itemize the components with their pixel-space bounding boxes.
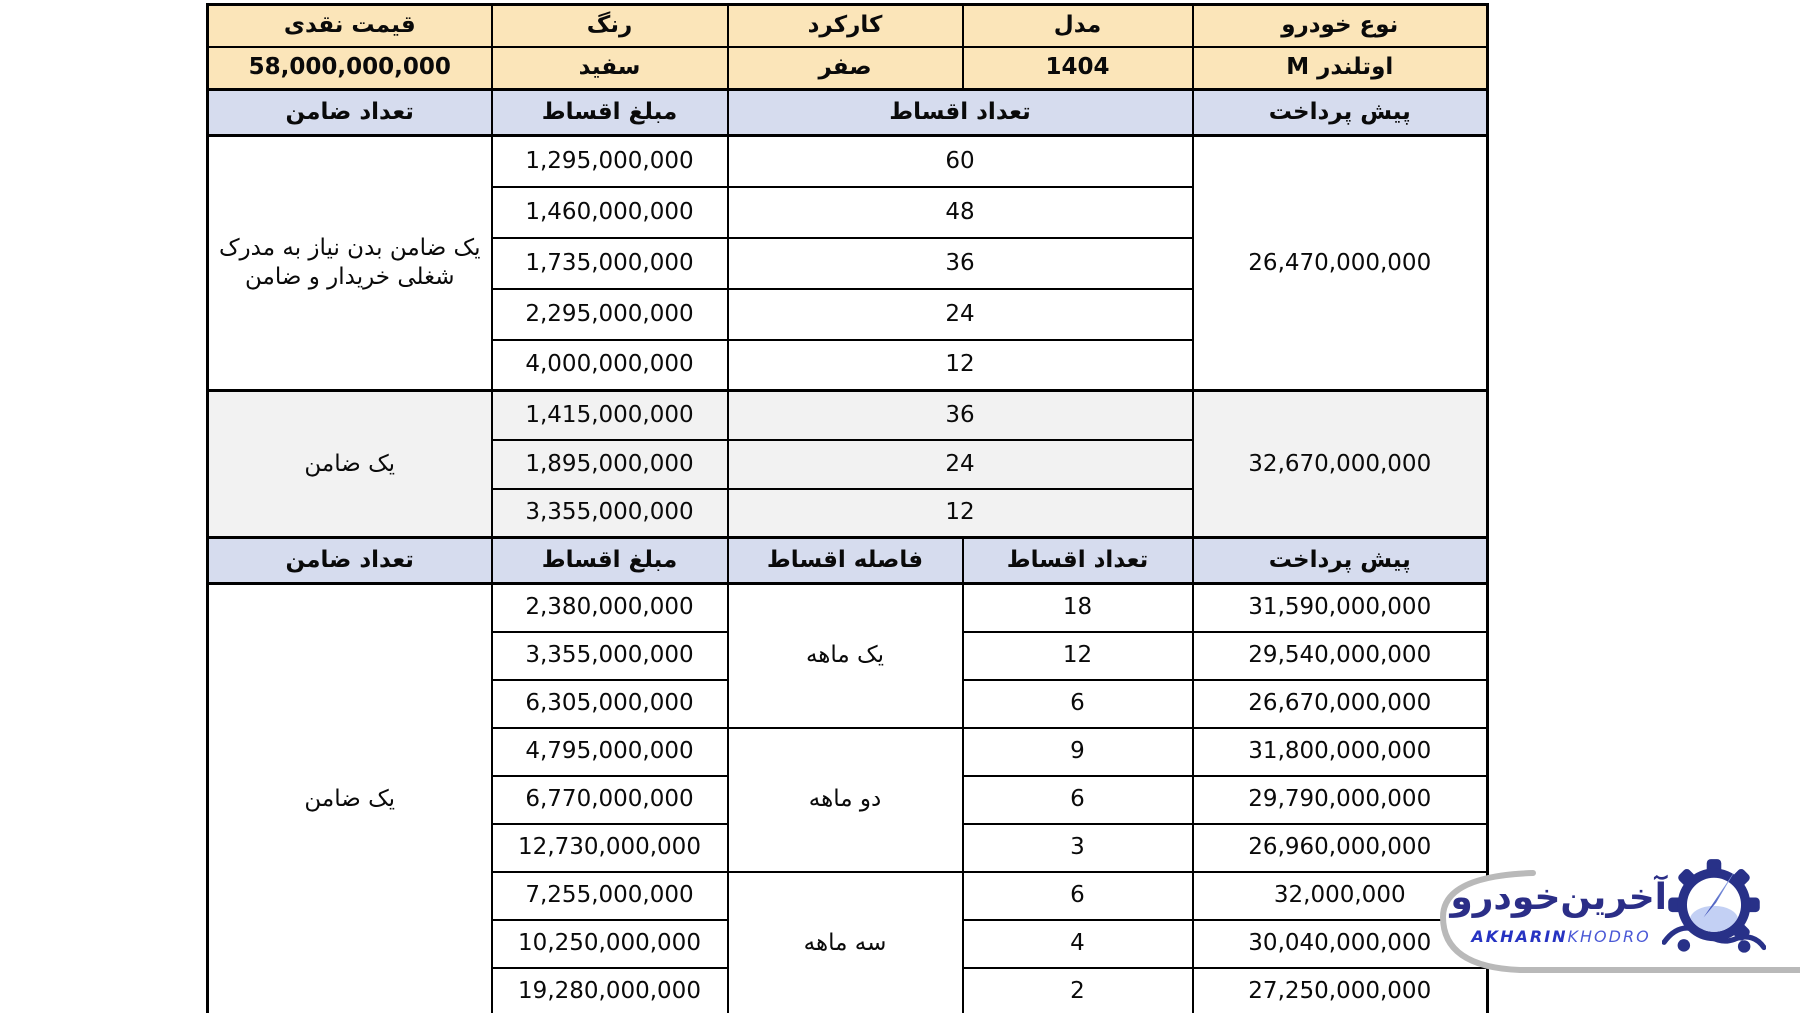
cell-amount: 4,795,000,000 [492, 728, 728, 776]
logo-latin-wordmark [1455, 927, 1667, 946]
cell-count: 3 [963, 824, 1193, 872]
cell-amount: 3,355,000,000 [492, 489, 728, 538]
cell-count: 6 [963, 680, 1193, 728]
header-model-year: مدل [963, 5, 1193, 47]
header-installment-count: تعداد اقساط [963, 538, 1193, 584]
cell-down-payment: 29,540,000,000 [1193, 632, 1488, 680]
header-vehicle-type: نوع خودرو [1193, 5, 1488, 47]
cell-down-payment: 26,670,000,000 [1193, 680, 1488, 728]
cell-count: 12 [728, 489, 1193, 538]
cell-guarantor: یک ضامن [208, 391, 492, 538]
cell-down-payment: 31,590,000,000 [1193, 584, 1488, 632]
cell-amount: 1,295,000,000 [492, 136, 728, 187]
logo-persian-wordmark: آخرین‌خودرو [1450, 877, 1667, 918]
table-row [208, 136, 1488, 187]
cell-guarantor: یک ضامن بدن نیاز به مدرک شغلی خریدار و ضامن [208, 136, 492, 391]
cell-amount: 1,735,000,000 [492, 238, 728, 289]
logo-latin-bold: AKHARIN [1471, 927, 1568, 946]
header-installment-amount: مبلغ اقساط [492, 538, 728, 584]
cell-amount: 6,770,000,000 [492, 776, 728, 824]
header-color: رنگ [492, 5, 728, 47]
cell-count: 4 [963, 920, 1193, 968]
value-vehicle-type: اوتلندر M [1193, 47, 1488, 90]
cell-count: 6 [963, 776, 1193, 824]
cell-down-payment: 32,670,000,000 [1193, 391, 1488, 538]
cell-interval: یک ماهه [728, 584, 963, 728]
installment-pricing-table [206, 3, 1489, 1013]
header-installment-amount: مبلغ اقساط [492, 90, 728, 136]
cell-amount: 1,895,000,000 [492, 440, 728, 489]
cell-amount: 1,415,000,000 [492, 391, 728, 440]
gear-speedometer-icon [1662, 857, 1766, 961]
header-installment-gap: فاصله اقساط [728, 538, 963, 584]
cell-amount: 1,460,000,000 [492, 187, 728, 238]
cell-count: 36 [728, 391, 1193, 440]
info-header-row [208, 5, 1488, 47]
cell-count: 24 [728, 440, 1193, 489]
cell-guarantor: یک ضامن [208, 584, 492, 1013]
cell-down-payment: 26,960,000,000 [1193, 824, 1488, 872]
cell-count: 12 [963, 632, 1193, 680]
header-down-payment: پیش پرداخت [1193, 90, 1488, 136]
cell-amount: 19,280,000,000 [492, 968, 728, 1013]
cell-count: 36 [728, 238, 1193, 289]
cell-down-payment: 30,040,000,000 [1193, 920, 1488, 968]
value-cash-price: 58,000,000,000 [208, 47, 492, 90]
logo-latin-light: KHODRO [1567, 927, 1651, 946]
value-mileage: صفر [728, 47, 963, 90]
table-row [208, 584, 1488, 632]
header-installment-count: تعداد اقساط [728, 90, 1193, 136]
cell-down-payment: 32,000,000 [1193, 872, 1488, 920]
header-guarantor-count: تعداد ضامن [208, 90, 492, 136]
cell-amount: 12,730,000,000 [492, 824, 728, 872]
cell-amount: 2,380,000,000 [492, 584, 728, 632]
cell-count: 6 [963, 872, 1193, 920]
cell-count: 2 [963, 968, 1193, 1013]
cell-down-payment: 31,800,000,000 [1193, 728, 1488, 776]
cell-amount: 6,305,000,000 [492, 680, 728, 728]
cell-down-payment: 27,250,000,000 [1193, 968, 1488, 1013]
info-value-row [208, 47, 1488, 90]
cell-count: 18 [963, 584, 1193, 632]
cell-down-payment: 29,790,000,000 [1193, 776, 1488, 824]
header-guarantor-count: تعداد ضامن [208, 538, 492, 584]
cell-count: 12 [728, 340, 1193, 391]
section1-header-row [208, 90, 1488, 136]
cell-amount: 4,000,000,000 [492, 340, 728, 391]
cell-count: 9 [963, 728, 1193, 776]
cell-count: 60 [728, 136, 1193, 187]
cell-interval: دو ماهه [728, 728, 963, 872]
akharinkhodro-logo [1420, 845, 1800, 1013]
header-cash-price: قیمت نقدی [208, 5, 492, 47]
header-mileage: کارکرد [728, 5, 963, 47]
header-down-payment: پیش پرداخت [1193, 538, 1488, 584]
cell-interval: سه ماهه [728, 872, 963, 1013]
cell-down-payment: 26,470,000,000 [1193, 136, 1488, 391]
cell-amount: 7,255,000,000 [492, 872, 728, 920]
cell-amount: 10,250,000,000 [492, 920, 728, 968]
value-model-year: 1404 [963, 47, 1193, 90]
cell-count: 24 [728, 289, 1193, 340]
section2-header-row [208, 538, 1488, 584]
value-color: سفید [492, 47, 728, 90]
table-row [208, 391, 1488, 440]
cell-amount: 2,295,000,000 [492, 289, 728, 340]
cell-count: 48 [728, 187, 1193, 238]
cell-amount: 3,355,000,000 [492, 632, 728, 680]
